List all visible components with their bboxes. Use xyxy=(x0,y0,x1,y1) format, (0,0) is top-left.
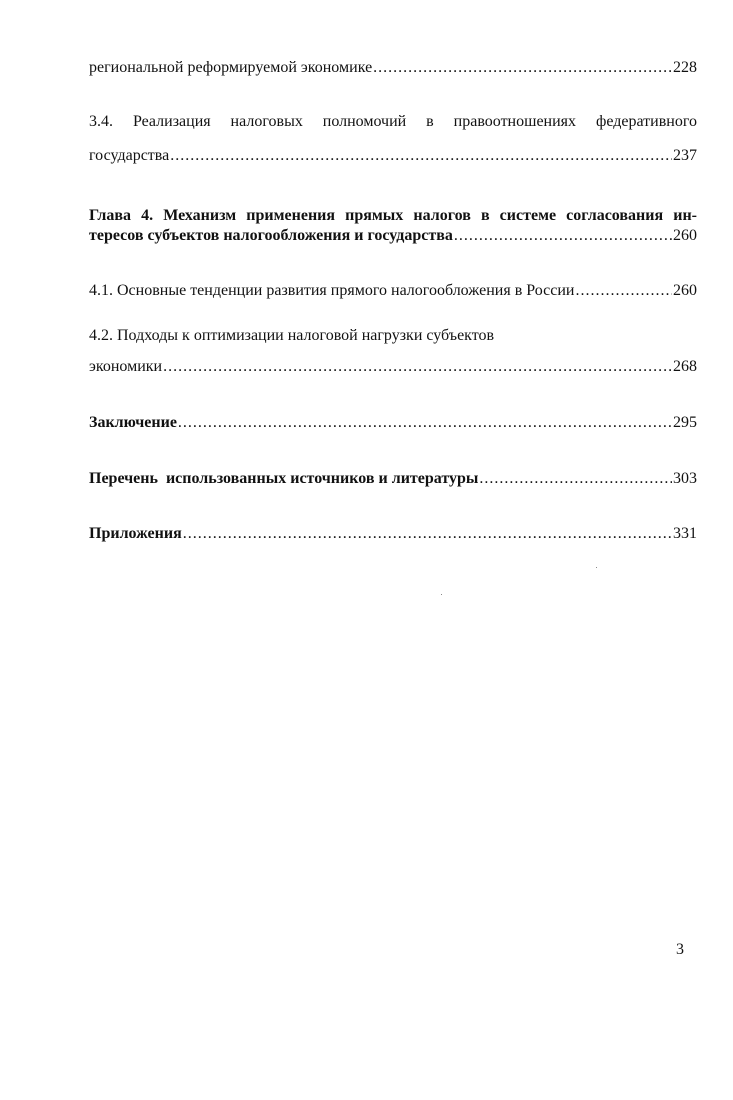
toc-entry-page: 331 xyxy=(673,525,697,542)
toc-sources[interactable] xyxy=(89,469,697,489)
dot-leader xyxy=(373,58,672,78)
toc-entry-page: 237 xyxy=(673,147,697,164)
dot-leader xyxy=(183,524,672,544)
toc-entry-4-1[interactable] xyxy=(89,281,697,301)
toc-entry-text: Заключение xyxy=(89,414,177,431)
toc-entry-text: экономики xyxy=(89,358,163,375)
toc-entry-page: 295 xyxy=(673,414,697,431)
dot-leader xyxy=(170,146,672,166)
toc-entry-text: государства xyxy=(89,147,170,164)
toc-entry-page: 260 xyxy=(673,282,697,299)
dot-leader xyxy=(163,357,672,377)
toc-entry-4-2-line2[interactable] xyxy=(89,357,697,377)
toc-entry-page: 268 xyxy=(673,358,697,375)
toc-chapter-4-line2[interactable] xyxy=(89,226,697,246)
dot-leader xyxy=(479,469,672,489)
toc-entry-page: 228 xyxy=(673,59,697,76)
toc-appendices[interactable] xyxy=(89,524,697,544)
toc-entry-page: 303 xyxy=(673,470,697,487)
toc-chapter-title: тересов субъектов налогообложения и государства xyxy=(89,227,453,244)
toc-entry-regional-economy[interactable] xyxy=(89,58,697,78)
toc-chapter-4-line1[interactable] xyxy=(89,206,697,226)
toc-entry-text: Приложения xyxy=(89,525,182,542)
toc-entry-text: Перечень использованных источников и литературы xyxy=(89,470,479,487)
toc-entry-page: 260 xyxy=(673,227,697,244)
toc-chapter-title: Глава 4. Механизм применения прямых налогов в системе согласования ин- xyxy=(89,207,697,224)
toc-entry-text: 3.4. Реализация налоговых полномочий в правоотношениях федеративного xyxy=(89,113,697,130)
dot-leader xyxy=(576,281,673,301)
toc-entry-3-4-line1[interactable] xyxy=(89,112,697,132)
toc-entry-text: 4.1. Основные тенденции развития прямого налогообложения в России xyxy=(89,282,575,299)
dot-leader xyxy=(178,413,672,433)
toc-entry-text: региональной реформируемой экономике xyxy=(89,59,373,76)
toc-entry-4-2-line1[interactable] xyxy=(89,326,697,346)
dot-leader xyxy=(454,226,672,246)
toc-entry-3-4-line2[interactable] xyxy=(89,146,697,166)
toc-entry-text: 4.2. Подходы к оптимизации налоговой нагрузки субъектов xyxy=(89,327,495,344)
page-number: 3 xyxy=(676,941,684,958)
toc-conclusion[interactable] xyxy=(89,413,697,433)
scan-speck xyxy=(441,594,442,595)
scan-speck xyxy=(596,567,597,568)
